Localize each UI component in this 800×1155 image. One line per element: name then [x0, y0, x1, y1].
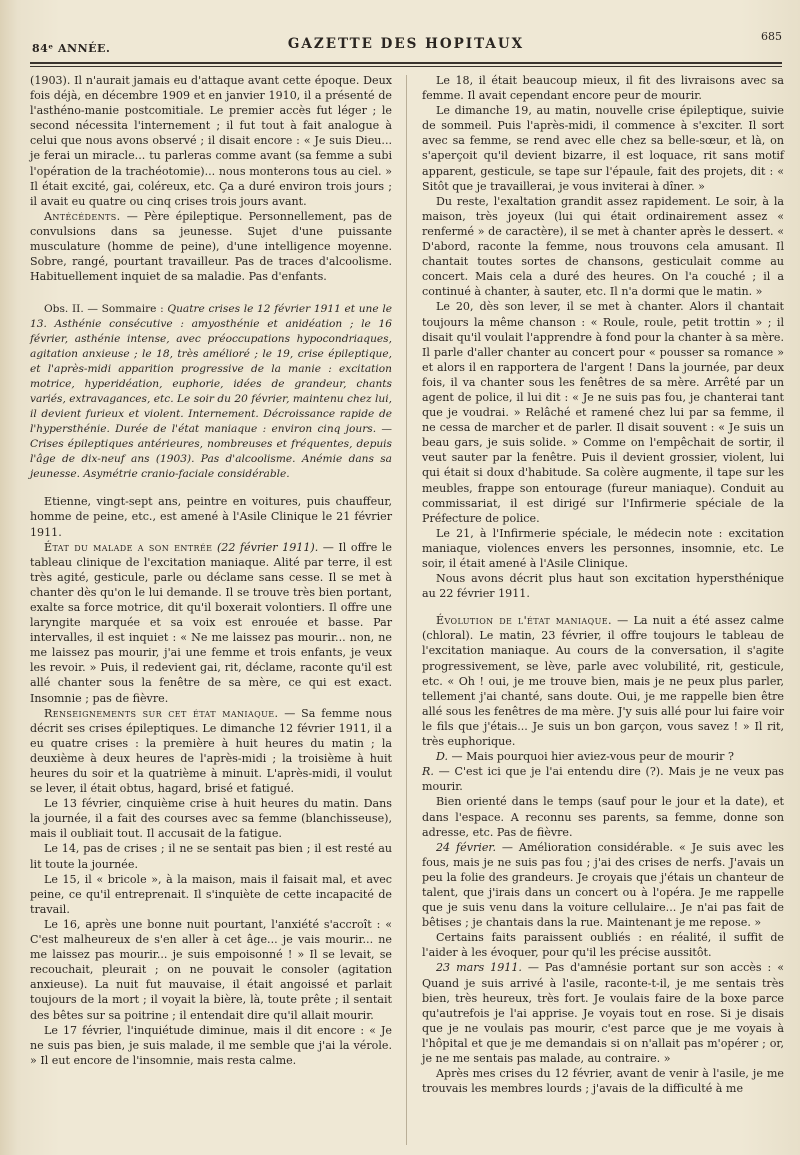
- paragraph-24-fevrier: [422, 840, 784, 931]
- paragraph-23-mars: [422, 960, 784, 1066]
- header-rule-thick: [30, 62, 782, 64]
- year-label: 84ᵉ ANNÉE.: [32, 42, 111, 55]
- antecedents-heading: Antécédents.: [44, 209, 121, 223]
- paragraph-14: Le 14, pas de crises ; il ne se sentait pas bien ; il est resté au lit toute la journée.: [30, 842, 392, 871]
- paragraph-18: Le 18, il était beaucoup mieux, il fit des livraisons avec sa femme. Il avait cependant encore peur de mourir.: [422, 74, 784, 103]
- obs-heading: Obs. II.: [44, 303, 84, 316]
- page-number: 685: [761, 30, 782, 43]
- evolution-heading: Évolution de l'état maniaque.: [436, 614, 612, 628]
- date-24-fevrier: 24 février.: [436, 840, 496, 854]
- header-rule-thin: [30, 66, 782, 67]
- dialogue-r-label: R.: [422, 765, 434, 779]
- paragraph-evolution: [422, 613, 784, 749]
- paragraph-16: Le 16, après une bonne nuit pourtant, l'anxiété s'accroît : « C'est malheureux de s'en aller à cet âge... je vais mourir... ne me laissez pas mourir... je suis empoisonné ! » Il se levait, se recouchait, pleurait ; on ne pouvait le consoler (agitation anxieuse). La nuit fut mauvaise, il était angoissé et parlait toujours de la mort ; il voyait la bière, là, toute prête ; il sentait des bêtes sur sa poitrine ; il entendait dire qu'il allait mourir.: [30, 917, 392, 1022]
- paragraph-nous-avons: Nous avons décrit plus haut son excitation hypersthénique au 22 février 1911.: [422, 572, 784, 601]
- paragraph-renseignements: [30, 706, 392, 797]
- paragraph-apres-crises: Après mes crises du 12 février, avant de venir à l'asile, je me trouvais les membres lourds ; j'avais de la difficulté à me: [422, 1067, 784, 1096]
- etat-text: — Il offre le tableau clinique de l'excitation maniaque. Alité par terre, il est très agité, gesticule, parle ou déclame sans cesse. Il se met à chanter dès qu'on le lui demande. Il se trouve très bien portant, exalte sa force motrice, dit qu'il boxerait volontiers. Il offre une laryngite marquée et sa voix est enrouée et basse. Par intervalles, il est inquiet : « Ne me laissez pas mourir... non, ne me laissez pas mourir, j'ai une femme et trois enfants, je veux les revoir. » Puis, il redevient gai, rit, déclame, raconte qu'il est allé chanter sous la fenêtre de sa mère, ce qui est exact. Insomnie ; pas de fièvre.: [30, 540, 392, 705]
- text-23-mars: — Pas d'amnésie portant sur son accès : « Quand je suis arrivé à l'asile, raconte-t-il, je me sentais très bien, très heureux, très fort. Je voulais faire de la boxe parce qu'autrefois je l'ai apprise. Je voyais tout en rose. Si je disais que je ne voulais pas mourir, c'est parce que je me voyais à l'hôpital et que je me demandais si on n'allait pas m'opérer ; or, je ne me sentais pas malade, au contraire. »: [422, 961, 784, 1065]
- page-header: [30, 30, 782, 60]
- paragraph-21: Le 21, à l'Infirmerie spéciale, le médecin note : excitation maniaque, violences envers les personnes, insomnie, etc. Le soir, il était amené à l'Asile Clinique.: [422, 526, 784, 570]
- obs-summary-text: Quatre crises le 12 février 1911 et une le 13. Asthénie consécutive : amyosthénie et anidéation ; le 16 février, asthénie intense, avec préoccupations hypocondriaques, agitation anxieuse ; le 18, très amélioré ; le 19, crise épileptique, et l'après-midi apparition progressive de la manie : excitation motrice, hyperidéation, euphorie, idées de grandeur, chants variés, extravagances, etc. Le soir du 20 février, maintenu chez lui, il devient furieux et violent. Internement. Décroissance rapide de l'hypersthénie. Durée de l'état maniaque : environ cinq jours. — Crises épileptiques antérieures, nombreuses et fréquentes, depuis l'âge de dix-neuf ans (1903). Pas d'alcoolisme. Anémie dans sa jeunesse. Asymétrie cranio-faciale considérable.: [30, 303, 392, 481]
- paragraph-antecedents: [30, 209, 392, 284]
- renseignements-text: — Sa femme nous décrit ses crises épileptiques. Le dimanche 12 février 1911, il a eu quatre crises : la première à huit heures du matin ; la deuxième à deux heures de l'après-midi ; la troisième à huit heures du soir et la quatrième à minuit. L'après-midi, il voulut se lever, il était obtus, hagard, brisé et fatigué.: [30, 706, 392, 796]
- paragraph-oriente: Bien orienté dans le temps (sauf pour le jour et la date), et dans l'espace. A reconnu ses parents, sa femme, donne son adresse, etc. Pas de fièvre.: [422, 795, 784, 839]
- paragraph-13-fevrier: Le 13 février, cinquième crise à huit heures du matin. Dans la journée, il a fait des courses avec sa femme (blanchisseuse), mais il oubliait tout. Il accusait de la fatigue.: [30, 797, 392, 841]
- journal-title: GAZETTE DES HOPITAUX: [287, 36, 525, 52]
- paragraph-obs-summary: [30, 302, 392, 482]
- paragraph-15: Le 15, il « bricole », à la maison, mais il faisait mal, et avec peine, ce qu'il entreprenait. Il s'inquiète de cette incapacité de travail.: [30, 872, 392, 916]
- paragraph-17: Le 17 février, l'inquiétude diminue, mais il dit encore : « Je ne suis pas bien, je suis malade, il me semble que j'ai la vérole. » Il eut encore de l'insomnie, mais resta calme.: [30, 1023, 392, 1067]
- renseignements-heading: Renseignements sur cet état maniaque.: [44, 706, 279, 720]
- text-24-fevrier: — Amélioration considérable. « Je suis avec les fous, mais je ne suis pas fou ; j'ai des crises de nerfs. J'avais un peu la folie des grandeurs. Je croyais que j'étais un chanteur de talent, que j'irais dans un concert ou à l'opéra. Je me rappelle que je suis venu dans la voiture cellulaire... Je n'ai pas fait de bêtises ; je chantais dans la rue. Maintenant je me repose. »: [422, 840, 784, 930]
- paragraph-dialogue-d: [422, 749, 784, 764]
- etat-heading: État du malade a son entrée: [44, 540, 213, 554]
- paragraph-19: Le dimanche 19, au matin, nouvelle crise épileptique, suivie de sommeil. Puis l'après-midi, il commence à s'exciter. Il sort avec sa femme, se rend avec elle chez sa belle-sœur, et là, on s'aperçoit qu'il devient bizarre, il est loquace, rit sans motif apparent, gesticule, se tape sur l'épaule, fait des projets, dit : « Sitôt que je travaillerai, je vous inviterai à dîner. »: [422, 104, 784, 193]
- date-23-mars: 23 mars 1911.: [436, 961, 522, 975]
- dialogue-d-label: D.: [436, 750, 449, 764]
- dialogue-d-text: — Mais pourquoi hier aviez-vous peur de mourir ?: [448, 750, 734, 764]
- evolution-text: — La nuit a été assez calme (chloral). Le matin, 23 février, il offre toujours le tableau de l'excitation maniaque. Au cours de la conversation, il s'agite progressivement, se lève, parle avec volubilité, rit, gesticule, etc. « Oh ! oui, je me trouve bien, mais je ne peux plus parler, tellement j'ai chanté, sans doute. Oui, je me rappelle bien être allé sous les fenêtres de ma mère. J'y suis allé pour lui faire voir le fils que j'étais... Je suis un bon garçon, vous savez ! » Il rit, très euphorique.: [422, 614, 784, 749]
- obs-summary-label: — Sommaire :: [83, 303, 168, 316]
- dialogue-r-text: — C'est ici que je l'ai entendu dire (?). Mais je ne veux pas mourir.: [422, 765, 784, 794]
- paragraph-du-reste: Du reste, l'exaltation grandit assez rapidement. Le soir, à la maison, très joyeux (lui qui était ordinairement assez « renfermé » de caractère), il se met à chanter après le dessert. « D'abord, raconte la femme, nous trouvons cela amusant. Il chantait toutes sortes de chansons, gesticulait comme au concert. Mais cela a duré des heures. On l'a couché ; il a continué à chanter, à sauter, etc. Il n'a dormi que le matin. »: [422, 194, 784, 299]
- paragraph-case-history: (1903). Il n'aurait jamais eu d'attaque avant cette époque. Deux fois déjà, en décembre 1909 et en janvier 1910, il a présenté de l'asthéno-manie postcomitiale. Le premier accès fut léger ; le second nécessita l'internement ; il fut tout à fait analogue à celui que nous avons observé ; il disait encore : « Je suis Dieu... je ferai un miracle... tu parleras comme avant (sa femme a subi l'opération de la trachéotomie)... nous monterons tous au ciel. » Il était excité, gai, coléreux, etc. Ça a duré environ trois jours ; il avait eu quatre ou cinq crises trois jours avant.: [30, 74, 392, 208]
- left-column: [30, 73, 392, 1068]
- paragraph-dialogue-r: [422, 764, 784, 794]
- column-separator: [406, 75, 407, 1145]
- paragraph-certains-faits: Certains faits paraissent oubliés : en réalité, il suffit de l'aider à les évoquer, pour qu'il les précise aussitôt.: [422, 931, 784, 960]
- paragraph-etat-entree: [30, 540, 392, 706]
- paragraph-20: Le 20, dès son lever, il se met à chanter. Alors il chantait toujours la même chanson : « Roule, roule, petit trottin » ; il disait qu'il voulait l'apprendre à fond pour la chanter à sa mère. Il parle d'aller chanter au concert pour « pousser sa romance » et alors il en rapportera de l'argent ! Dans la journée, par deux fois, il va chanter sous les fenêtres de sa mère. Arrêté par un agent de police, il lui dit : « Je ne suis pas fou, je chanterai tant que je voudrai. » Relâché et ramené chez lui par sa femme, il ne cessa de marcher et de parler. Il disait souvent : « Je suis un beau gars, je suis solide. » Comme on l'empêchait de sortir, il veut sauter par la fenêtre. Puis il devient grossier, violent, lui qui était si doux d'habitude. Sa colère augmente, il tape sur les meubles, frappe son entourage (fureur maniaque). Conduit au commissariat, il est dirigé sur l'Infirmerie spéciale de la Préfecture de police.: [422, 300, 784, 525]
- paragraph-etienne: Etienne, vingt-sept ans, peintre en voitures, puis chauffeur, homme de peine, etc., est amené à l'Asile Clinique le 21 février 1911.: [30, 495, 392, 539]
- antecedents-text: — Père épileptique. Personnellement, pas de convulsions dans sa jeunesse. Sujet d'une puissante musculature (homme de peine), d'une intelligence moyenne. Sobre, rangé, pourtant travailleur. Pas de traces d'alcoolisme. Habituellement inquiet de sa maladie. Pas d'enfants.: [30, 209, 392, 284]
- etat-date: (22 février 1911).: [212, 540, 319, 554]
- right-column: [422, 73, 784, 1096]
